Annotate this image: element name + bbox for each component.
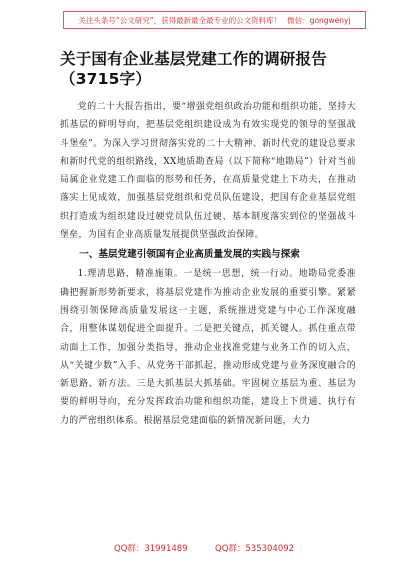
document-title	[60, 49, 360, 89]
intro-paragraph: 党的二十大报告指出，要“增强党组织政治功能和组织功能，坚持大抓基层的鲜明导向，把基层党组织建设成为有效实现党的领导的坚强战斗堡垒”。为深入学习贯彻落实党的二十大精神、新时代党的建设总要求和新时代党的组织路线，XX地质勘查局（以下简称“地勘局”）针对当前局属企业党建工作面临的形势和任务，在高质量党建上下功夫，在推动落实上见成效，加强基层党组织和党员队伍建设，把国有企业基层党组织打造成为组织建设过硬党员队伍过硬、基本制度落实到位的坚强战斗堡垒，为国有企业高质量发展提供坚强政治保障。	[60, 102, 356, 241]
section-heading: 一、基层党建引领国有企业高质量发展的实践与探索	[79, 249, 300, 261]
title-word-count: （3715字）	[60, 70, 152, 88]
wechat-id: 微信：gongwenyj	[287, 15, 351, 25]
title-main: 关于国有企业基层党建工作的调研报告	[60, 50, 327, 68]
promo-banner	[63, 11, 366, 29]
document-body	[60, 98, 356, 430]
qq-group-1: QQ群：31991489	[113, 544, 188, 554]
qq-footer	[0, 542, 408, 554]
qq-group-2: QQ群：535304092	[215, 544, 295, 554]
section-paragraph: 1.理清思路，精准施策。一是统一思想，统一行动。地勘局党委准确把握新形势新要求，将基层党建作为推动企业发展的重要引擎。紧紧围绕引领保障高质量发展这一主题，系统推进党建与中心工作深度融合，用整体谋划促进全面提升。二是把关键点，抓关键人。抓住重点带动面上工作，加强分类指导，推动企业找准党建与业务工作的切入点，从“关键少数”入手、从党务干部抓起，推动形成党建与业务深度融合的新思路、新方法。三是大抓基层大抓基础。牢固树立基层为重、基层为要的鲜明导向，充分发挥政治功能和组织功能，建设上下贯通、执行有力的严密组织体系。根据基层党建面临的新情况新问题，大力	[60, 269, 356, 426]
promo-text: 关注头条号“公文研究”，获得最新最全最专业的公文资料库！	[78, 15, 282, 25]
